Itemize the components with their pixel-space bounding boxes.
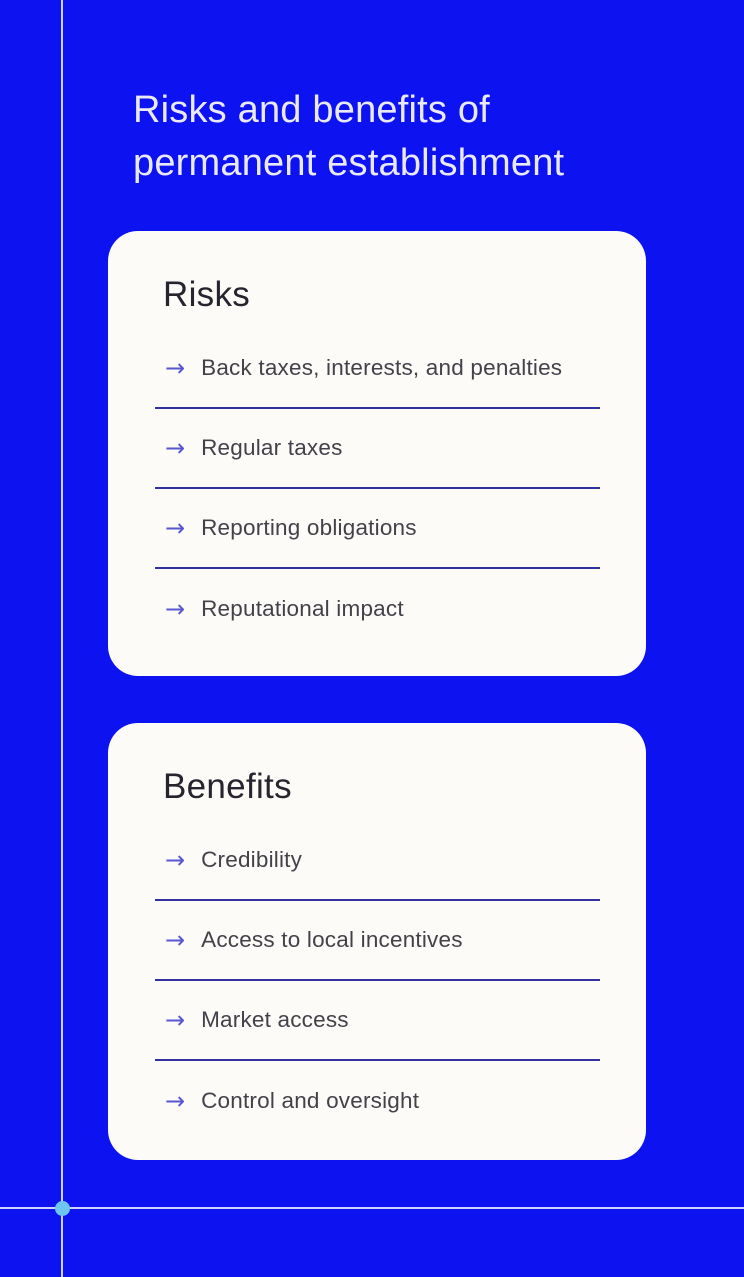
benefits-card-heading: Benefits: [163, 767, 292, 806]
list-item: [155, 901, 600, 981]
right-arrow-icon: →: [165, 595, 186, 623]
right-arrow-icon: →: [165, 846, 186, 874]
list-item-label: Reputational impact: [201, 596, 404, 621]
page-title-line-2: permanent establishment: [133, 142, 565, 184]
right-arrow-icon: →: [165, 354, 186, 382]
list-item-label: Reporting obligations: [201, 515, 417, 540]
list-item-label: Market access: [201, 1007, 349, 1032]
list-item-label: Credibility: [201, 847, 303, 872]
risks-card-heading: Risks: [163, 275, 251, 314]
right-arrow-icon: →: [165, 1006, 186, 1034]
list-item-label: Back taxes, interests, and penalties: [201, 355, 563, 380]
list-item: [155, 329, 600, 409]
vertical-guide-line: [61, 0, 63, 1277]
list-item: [155, 1061, 600, 1141]
horizontal-guide-line: [0, 1207, 744, 1209]
right-arrow-icon: →: [165, 1087, 186, 1115]
list-item: [155, 569, 600, 649]
benefits-card: [108, 723, 646, 1160]
list-item-label: Regular taxes: [201, 435, 343, 460]
list-item: [155, 821, 600, 901]
right-arrow-icon: →: [165, 434, 186, 462]
right-arrow-icon: →: [165, 514, 186, 542]
list-item: [155, 489, 600, 569]
list-item: [155, 981, 600, 1061]
page-title-line-1: Risks and benefits of: [133, 89, 490, 131]
risks-card: [108, 231, 646, 676]
list-item-label: Access to local incentives: [201, 927, 463, 952]
page-title: [133, 84, 564, 190]
benefits-list: [155, 821, 600, 1141]
list-item: [155, 409, 600, 489]
right-arrow-icon: →: [165, 926, 186, 954]
risks-list: [155, 329, 600, 649]
list-item-label: Control and oversight: [201, 1088, 420, 1113]
guide-intersection-dot: [55, 1201, 70, 1216]
